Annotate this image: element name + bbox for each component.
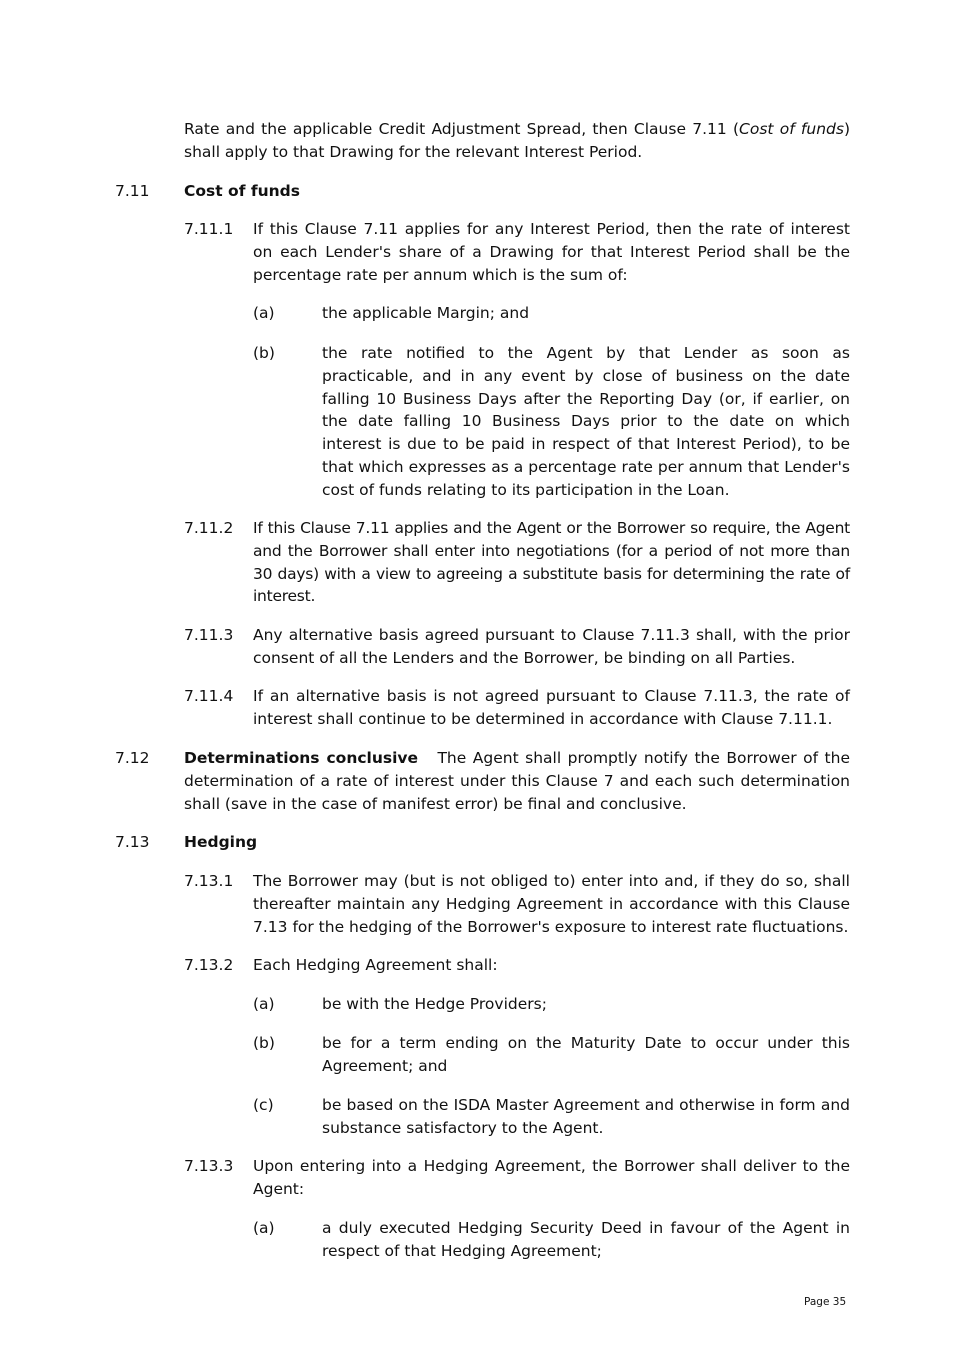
clause-text-7-11-1: If this Clause 7.11 applies for any Interest Period, then the rate of interest on each Lender's share of a Drawing for that Interest Period shall be the percentage rate per annum which is the sum of: xyxy=(253,220,850,284)
clause-number-7-11-1: 7.11.1 xyxy=(184,220,234,238)
clause-text-7-11-4: If an alternative basis is not agreed pursuant to Clause 7.11.3, the rate of interest shall continue to be determined in accordance with Clause 7.11.1. xyxy=(253,687,850,728)
item-text-7-11-1-a: the applicable Margin; and xyxy=(322,304,530,322)
clause-number-7-13-3: 7.13.3 xyxy=(184,1157,234,1175)
item-text-7-13-3-a: a duly executed Hedging Security Deed in favour of the Agent in respect of that Hedging Agreement; xyxy=(322,1219,850,1260)
intro-text-before: Rate and the applicable Credit Adjustment Spread, then Clause 7.11 ( xyxy=(184,120,740,138)
section-paragraph-7-12 xyxy=(184,747,850,815)
clause-number-7-11-3: 7.11.3 xyxy=(184,626,234,644)
section-number-7-12: 7.12 xyxy=(115,749,150,767)
item-text-7-13-2-a: be with the Hedge Providers; xyxy=(322,995,547,1013)
item-number-7-11-1-b: (b) xyxy=(253,344,275,362)
section-title-7-12: Determinations conclusive xyxy=(184,749,419,767)
section-number-7-13: 7.13 xyxy=(115,833,150,851)
item-number-7-13-2-c: (c) xyxy=(253,1096,274,1114)
item-text-7-13-2-b: be for a term ending on the Maturity Date to occur under this Agreement; and xyxy=(322,1034,850,1075)
clause-number-7-11-4: 7.11.4 xyxy=(184,687,234,705)
item-number-7-11-1-a: (a) xyxy=(253,304,275,322)
page-number: Page 35 xyxy=(804,1296,847,1308)
clause-number-7-13-2: 7.13.2 xyxy=(184,956,234,974)
item-number-7-13-3-a: (a) xyxy=(253,1219,275,1237)
clause-text-7-11-3: Any alternative basis agreed pursuant to Clause 7.11.3 shall, with the prior consent of all the Lenders and the Borrower, be binding on all Parties. xyxy=(253,626,850,667)
clause-text-7-13-3: Upon entering into a Hedging Agreement, the Borrower shall deliver to the Agent: xyxy=(253,1157,850,1198)
intro-text-after: ) shall apply to that Drawing for the relevant Interest Period. xyxy=(184,120,850,161)
item-number-7-13-2-a: (a) xyxy=(253,995,275,1013)
clause-number-7-13-1: 7.13.1 xyxy=(184,872,234,890)
intro-italic-reference: Cost of funds xyxy=(739,120,844,138)
clause-text-7-13-1: The Borrower may (but is not obliged to) enter into and, if they do so, shall thereafter maintain any Hedging Agreement in accordance with this Clause 7.13 for the hedging of the Borrower's exposure to interest rate fluctuations. xyxy=(253,872,850,936)
section-number-7-11: 7.11 xyxy=(115,182,150,200)
clause-text-7-13-2: Each Hedging Agreement shall: xyxy=(253,956,498,974)
item-text-7-11-1-b: the rate notified to the Agent by that Lender as soon as practicable, and in any event by close of business on the date falling 10 Business Days after the Reporting Day (or, if earlier, on the date falling 10 Business Days prior to the date on which interest is due to be paid in respect of that Interest Period), to be that which expresses as a percentage rate per annum that Lender's cost of funds relating to its participation in the Loan. xyxy=(322,344,850,499)
item-text-7-13-2-c: be based on the ISDA Master Agreement and otherwise in form and substance satisfactory to the Agent. xyxy=(322,1096,850,1137)
intro-paragraph xyxy=(184,118,850,164)
section-title-7-13: Hedging xyxy=(184,833,258,851)
section-text-7-12: The Agent shall promptly notify the Borrower of the determination of a rate of interest under this Clause 7 and each such determination shall (save in the case of manifest error) be final and conclusive. xyxy=(184,749,850,813)
clause-number-7-11-2: 7.11.2 xyxy=(184,519,234,537)
item-number-7-13-2-b: (b) xyxy=(253,1034,275,1052)
clause-text-7-11-2: If this Clause 7.11 applies and the Agent or the Borrower so require, the Agent and the Borrower shall enter into negotiations (for a period of not more than 30 days) with a view to agreeing a substitute basis for determining the rate of interest. xyxy=(253,519,850,606)
section-title-7-11: Cost of funds xyxy=(184,182,300,200)
